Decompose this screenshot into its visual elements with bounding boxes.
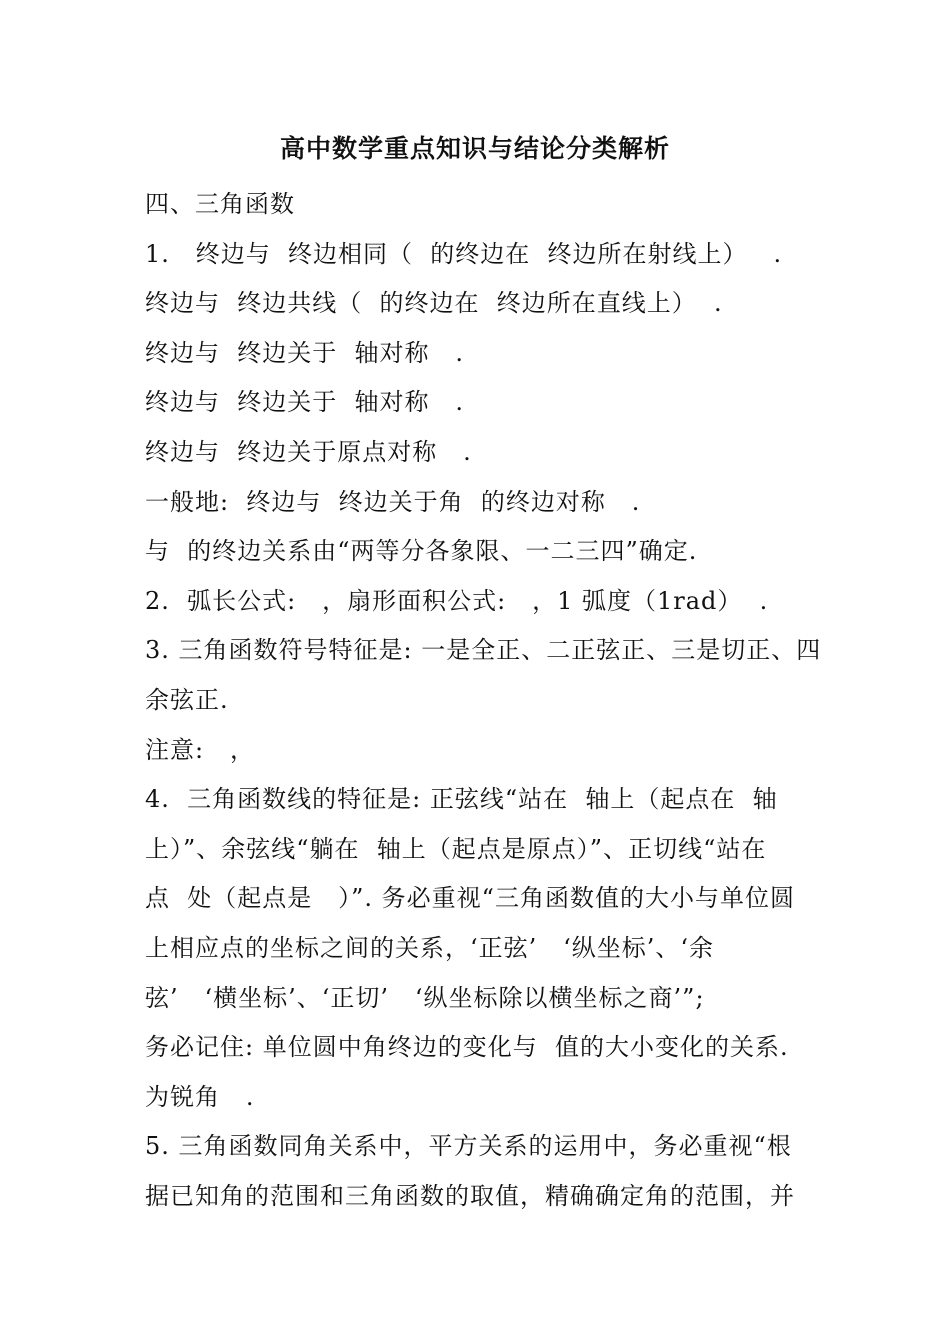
text-line: 上相应点的坐标之间的关系，‘正弦’ ‘纵坐标’、‘余 xyxy=(145,933,715,962)
text-line: 与 的终边关系由“两等分各象限、一二三四”确定. xyxy=(145,537,698,566)
text-line: 终边与 终边关于原点对称 . xyxy=(145,437,472,466)
text-line: 弦’ ‘横坐标’、‘正切’ ‘纵坐标除以横坐标之商’”; xyxy=(145,983,705,1012)
text-line: 上）”、余弦线“躺在 轴上（起点是原点）”、正切线“站在 xyxy=(145,834,767,863)
text-line: 5. 三角函数同角关系中，平方关系的运用中，务必重视“根 xyxy=(145,1132,792,1161)
text-line: 为锐角 . xyxy=(145,1082,255,1111)
document-body xyxy=(145,180,825,1221)
text-line: 点 处（起点是 ）”. 务必重视“三角函数值的大小与单位圆 xyxy=(145,884,795,913)
text-line: 务必记住: 单位圆中角终边的变化与 值的大小变化的关系. xyxy=(145,1033,789,1062)
document-title: 高中数学重点知识与结论分类解析 xyxy=(279,134,670,163)
text-line: 一般地: 终边与 终边关于角 的终边对称 . xyxy=(145,487,641,516)
text-line: 1. 终边与 终边相同（ 的终边在 终边所在射线上） . xyxy=(145,239,783,268)
section-heading: 四、三角函数 xyxy=(145,190,295,218)
text-line: 终边与 终边共线（ 的终边在 终边所在直线上） . xyxy=(145,289,723,318)
text-line: 2. 弧长公式: ，扇形面积公式: ，1 弧度（1rad） . xyxy=(145,586,769,615)
text-line: 终边与 终边关于 轴对称 . xyxy=(145,338,465,367)
text-line: 据已知角的范围和三角函数的取值，精确确定角的范围，并 xyxy=(145,1181,795,1210)
text-line: 余弦正. xyxy=(145,685,229,714)
text-line: 3. 三角函数符号特征是: 一是全正、二正弦正、三是切正、四 xyxy=(145,636,822,665)
text-line: 注意: ， xyxy=(145,735,255,764)
text-line: 终边与 终边关于 轴对称 . xyxy=(145,388,465,417)
text-line: 4. 三角函数线的特征是: 正弦线“站在 轴上（起点在 轴 xyxy=(145,785,778,814)
